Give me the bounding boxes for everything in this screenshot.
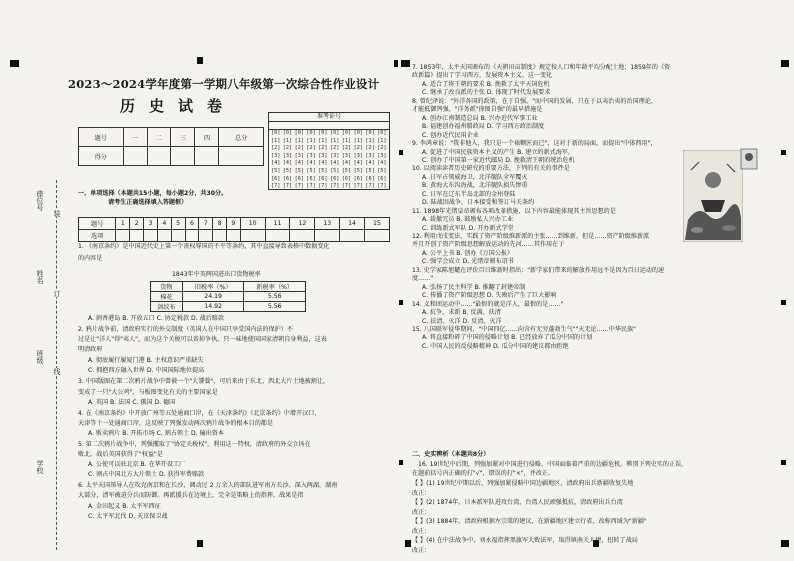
- score-table: [78, 127, 264, 166]
- admission-digit-bubble[interactable]: [0]: [318, 130, 328, 136]
- admission-digit-bubble[interactable]: [7]: [282, 183, 293, 190]
- admission-digit-bubble[interactable]: [2]: [318, 145, 328, 152]
- admission-digit-bubble[interactable]: [4]: [365, 160, 375, 167]
- score-cell[interactable]: [123, 147, 147, 166]
- question-text: 5. 第二次鸦片战争中，列强攫取了"协定关税权"，利用这一特权，清政府的外交立场在: [78, 441, 311, 448]
- score-header: 二: [147, 128, 171, 147]
- admission-digit-bubble[interactable]: [6]: [318, 175, 328, 182]
- correction-line[interactable]: 改正：: [412, 547, 431, 554]
- tariff-cell: 剑纹布: [151, 302, 183, 312]
- question-text: 11. 1898年光绪皇帝颁布各项改革措施，以下内容最能体现其主旨思想的是: [412, 207, 616, 215]
- admission-digit-column[interactable]: [306, 130, 315, 191]
- answer-question-number: 10: [240, 218, 265, 230]
- admission-digit-bubble[interactable]: [6]: [341, 175, 352, 182]
- admission-digit-column[interactable]: [318, 130, 327, 191]
- answer-question-number: 1: [116, 218, 130, 230]
- answer-option[interactable]: B. 福建创办福州船政局 D. 学习西方政治制度: [422, 123, 545, 131]
- tariff-header: 货物: [151, 282, 183, 292]
- section1-header: 一、单项选择（本题共15小题，每小题2分，共30分。: [78, 190, 228, 197]
- tariff-cell: 棉花: [151, 292, 183, 302]
- admission-digit-bubble[interactable]: [3]: [294, 152, 304, 159]
- registration-mark: [399, 150, 403, 155]
- score-header: 题号: [79, 128, 124, 147]
- admission-digit-bubble[interactable]: [1]: [353, 137, 363, 144]
- admission-digit-bubble[interactable]: [0]: [330, 130, 340, 136]
- question-text: 15. 八国联军侵华期间，"中国四亿……向含有无穷蓬勃生气""天无论……中华民族": [412, 325, 636, 333]
- admission-digit-bubble[interactable]: [4]: [282, 160, 293, 167]
- answer-option[interactable]: A. 裁撤冗员 B. 鼓励私人兴办工业: [422, 216, 514, 224]
- question-text: 3. 中国版图在第二次鸦片战争中曾被一个"大饕餮"，可后来由于东北、西北大片土地被割让，: [78, 378, 330, 385]
- admission-digit-column[interactable]: [354, 130, 363, 191]
- question-text: 12. 利用戊戌变法，实践了资产阶级维新派的主张……到维新，但是……资产阶级维新派: [412, 233, 650, 240]
- answer-question-number: 9: [226, 218, 240, 230]
- answer-option[interactable]: C. 创办近代民用企业: [422, 131, 479, 139]
- registration-mark: [781, 460, 786, 465]
- admission-digit-bubble[interactable]: [6]: [282, 175, 293, 182]
- answer-question-number: 12: [290, 218, 315, 230]
- question-text: 14. 义和团运动中……"最恨的就是洋人，最恨的是……": [412, 300, 564, 308]
- registration-mark: [781, 150, 786, 155]
- admission-digit-bubble[interactable]: [0]: [365, 130, 375, 136]
- admission-digit-bubble[interactable]: [2]: [377, 145, 387, 152]
- answer-option[interactable]: C. 创办了中国第一家近代邮局 D. 挽救清王朝的统治危机: [422, 156, 575, 164]
- admission-digit-bubble[interactable]: [4]: [306, 160, 316, 167]
- answer-cell[interactable]: [340, 230, 365, 242]
- admission-digit-bubble[interactable]: [6]: [294, 175, 304, 182]
- admission-digit-bubble[interactable]: [5]: [306, 167, 316, 174]
- admission-digit-bubble[interactable]: [5]: [294, 167, 304, 174]
- section1-note: 请考生正确选择填入答题框）: [108, 199, 188, 206]
- score-header: 总分: [219, 128, 264, 147]
- question-text: 4. 在《南京条约》中开放广州等五处通商口岸，在《天津条约》《北京条约》中增开汉口，: [78, 410, 321, 417]
- answer-question-number: 7: [199, 218, 213, 230]
- registration-mark: [781, 300, 786, 305]
- admission-digit-column[interactable]: [377, 130, 386, 191]
- question-text: 才能抵御列强。"洋务派"徐图自强"的最早措施是: [412, 106, 543, 114]
- admission-bubbles[interactable]: [269, 130, 389, 188]
- admission-digit-bubble[interactable]: [2]: [353, 145, 363, 152]
- registration-mark: [401, 60, 410, 67]
- score-cell[interactable]: [147, 147, 171, 166]
- admission-digit-column[interactable]: [271, 130, 280, 191]
- admission-digit-column[interactable]: [365, 130, 374, 191]
- admission-digit-bubble[interactable]: [1]: [365, 137, 375, 144]
- answer-question-number: 4: [157, 218, 171, 230]
- answer-option[interactable]: A. 贩卖鸦片 B. 开拓市场 C. 割占领土 D. 输出资本: [88, 430, 224, 437]
- admission-digit-bubble[interactable]: [1]: [377, 137, 387, 144]
- answer-option[interactable]: A. 将直接粉碎了中国的侵略计划 B. 已经放弃了瓜分中国的计划: [422, 334, 593, 342]
- school-label: 学校: [36, 460, 44, 474]
- tariff-header: 旧税率（%）: [182, 282, 244, 292]
- question-text: 2. 鸦片战争前，清政府实行的外交制度（英国人在中国只享受国内法的保护）不: [78, 326, 293, 333]
- answer-question-number: 3: [144, 218, 158, 230]
- section2-header: 二、史实辨析（本题共8分）: [412, 451, 490, 458]
- answer-option[interactable]: C. 太平军北伐 D. 天京保卫战: [88, 513, 168, 520]
- answer-option[interactable]: A. 促进了中国民族资本主义的产生 B. 建立的新式海军，: [422, 148, 574, 156]
- question-text: 并且开创了资产阶级思想解放运动的先河……其作用在于: [412, 241, 565, 249]
- answer-cell[interactable]: [240, 230, 265, 242]
- question-text: 6. 太平天国领导人在攻克南京和在长沙，调动过 2 万余人的部队进军南方长沙。深入两湖，湖南: [78, 482, 338, 489]
- binding-char: 订: [53, 290, 61, 297]
- answer-option[interactable]: C. 拥抱西方融入世界 D. 中国国际地位提高: [88, 367, 205, 374]
- score-header: 一: [123, 128, 147, 147]
- answer-question-number: 6: [185, 218, 199, 230]
- judgement-item[interactable]: 【 】(2) 1874年，日本派军队进攻台湾，台湾人民顽强抵抗，清政府出兵台湾: [412, 499, 623, 506]
- answer-cell[interactable]: [364, 230, 389, 242]
- answer-option[interactable]: C. 继承了改良派的主张 D. 体现了时代发展要求: [422, 89, 551, 97]
- section2-intro: 16. 19世纪中后期，列强加紧对中国进行侵略，中国面临着严重的边疆危机。辨别下列史实的正误，: [418, 461, 688, 468]
- answer-option[interactable]: C. 训练新式军队 D. 开办新式学堂: [422, 224, 514, 232]
- admission-digit-bubble[interactable]: [1]: [282, 137, 293, 144]
- answer-question-number: 13: [315, 218, 340, 230]
- admission-digit-bubble[interactable]: [7]: [377, 183, 387, 190]
- question-text: 变成了一只"大公鸡"，与板图变化有关的主要国家是: [78, 389, 218, 396]
- answer-option[interactable]: C. 割占中国北方大片领土 D. 获得军费赔款: [88, 471, 205, 478]
- score-header: 四: [195, 128, 219, 147]
- admission-digit-bubble[interactable]: [5]: [353, 167, 363, 174]
- answer-option[interactable]: A. 公使可以驻北京 B. 在华开设工厂: [88, 461, 186, 468]
- admission-digit-bubble[interactable]: [2]: [341, 145, 352, 152]
- historical-cartoon-image: [683, 150, 743, 242]
- answer-option[interactable]: D. 陆战因战争，日本接受和签订马关条约: [422, 199, 535, 207]
- answer-cell[interactable]: [130, 230, 144, 242]
- admission-digit-bubble[interactable]: [2]: [330, 145, 340, 152]
- answer-cell[interactable]: [185, 230, 199, 242]
- admission-digit-bubble[interactable]: [2]: [294, 145, 304, 152]
- admission-number-box: [268, 112, 390, 190]
- admission-digit-bubble[interactable]: [0]: [353, 130, 363, 136]
- tariff-cell: 5.56: [244, 292, 306, 302]
- admission-digit-bubble[interactable]: [2]: [365, 145, 375, 152]
- admission-digit-bubble[interactable]: [1]: [341, 137, 352, 144]
- answer-option[interactable]: A. 公平上书 B. 创办《万国公报》: [422, 249, 514, 257]
- score-cell[interactable]: [219, 147, 264, 166]
- binding-char: 装: [53, 210, 61, 217]
- score-cell[interactable]: [195, 147, 219, 166]
- admission-digit-bubble[interactable]: [3]: [282, 152, 293, 159]
- question-text: 9. 李鸿章说："我非他入，我只是一个裱糊匠而已"，这对于新的局面，而提出"中体西用"，: [412, 140, 657, 148]
- admission-digit-bubble[interactable]: [3]: [365, 152, 375, 159]
- admission-digit-bubble[interactable]: [4]: [353, 160, 363, 167]
- answer-option[interactable]: A. 日军占领威海卫，北洋舰队全军覆灭: [422, 173, 528, 181]
- score-row-label: 得分: [79, 147, 124, 166]
- judgement-item[interactable]: 【 】(4) 在中法战争中，刘永福指挥黑旗军大败法军，取得镇南关大捷，扭转了战局: [412, 537, 638, 544]
- admission-digit-bubble[interactable]: [5]: [282, 167, 293, 174]
- tariff-cell: 24.19: [182, 292, 244, 302]
- admission-digit-bubble[interactable]: [3]: [306, 152, 316, 159]
- tariff-table-title: 1843年中英两国进出口货物税率: [172, 271, 261, 278]
- answer-option[interactable]: C. 日军在辽东半岛北部的金州登陆: [422, 190, 516, 198]
- admission-digit-bubble[interactable]: [0]: [377, 130, 387, 136]
- registration-mark: [781, 60, 789, 67]
- admission-digit-bubble[interactable]: [5]: [341, 167, 352, 174]
- cartoon-seal-image: [740, 148, 758, 170]
- tariff-table: [150, 281, 306, 312]
- answer-option[interactable]: A. 适合了将王朝的要求 B. 挽救了太平天国危机: [422, 80, 550, 88]
- admission-label: 准考证号: [269, 113, 389, 122]
- admission-digit-bubble[interactable]: [6]: [330, 175, 340, 182]
- admission-digit-bubble[interactable]: [2]: [306, 145, 316, 152]
- seat-label: 座位号: [36, 190, 44, 211]
- answer-option[interactable]: A. 弘扬了民主科学 B. 推翻了封建帝制: [422, 283, 526, 291]
- admission-digit-bubble[interactable]: [6]: [353, 175, 363, 182]
- admission-digit-bubble[interactable]: [1]: [330, 137, 340, 144]
- admission-digit-bubble[interactable]: [7]: [341, 183, 352, 190]
- admission-digit-bubble[interactable]: [3]: [353, 152, 363, 159]
- score-cell[interactable]: [171, 147, 195, 166]
- class-label: 班级: [36, 350, 44, 364]
- question-text: 败北，战后英国获得了"权益"是: [78, 451, 163, 458]
- answer-cell[interactable]: [315, 230, 340, 242]
- question-text: 大部分，清军被迫分兵而防御。再派援兵在边境上，完全是策略上的指挥，战果是指: [78, 492, 304, 499]
- registration-mark: [197, 540, 203, 547]
- question-text: 政新篇》提出了学习西方，发展资本主义。这一变化: [412, 72, 553, 80]
- answer-option[interactable]: A. 英国 B. 法国 C. 俄国 D. 德国: [88, 399, 176, 406]
- answer-question-number: 14: [340, 218, 365, 230]
- registration-mark: [399, 300, 403, 305]
- admission-digit-bubble[interactable]: [7]: [294, 183, 304, 190]
- admission-digit-bubble[interactable]: [5]: [365, 167, 375, 174]
- registration-mark: [781, 540, 789, 547]
- admission-digit-bubble[interactable]: [1]: [318, 137, 328, 144]
- name-label: 姓名: [36, 270, 44, 284]
- answer-table: [78, 217, 390, 242]
- answer-question-number: 2: [130, 218, 144, 230]
- binding-char: 线: [53, 368, 61, 375]
- admission-digit-bubble[interactable]: [0]: [282, 130, 293, 136]
- registration-mark: [197, 57, 203, 64]
- admission-digit-bubble[interactable]: [0]: [294, 130, 304, 136]
- answer-option[interactable]: C. 传播了资产阶级思想 D. 失败后产生了巨大影响: [422, 292, 557, 300]
- admission-digit-column[interactable]: [295, 130, 304, 191]
- question-text: 过是让"洋人"得"夷人"，而为这个关税可以省掉争执，只一味地使国国家清朝自身利益，这表: [78, 336, 327, 343]
- correction-line[interactable]: 改正：: [412, 528, 431, 535]
- answer-cell[interactable]: [226, 230, 240, 242]
- answer-cell[interactable]: [199, 230, 213, 242]
- admission-digit-bubble[interactable]: [3]: [341, 152, 352, 159]
- exam-subject: 历史试卷: [120, 97, 237, 115]
- admission-digit-bubble[interactable]: [5]: [330, 167, 340, 174]
- admission-digit-bubble[interactable]: [6]: [365, 175, 375, 182]
- answer-option[interactable]: A. 创办江南制造总局 B. 兴办近代军事工业: [422, 114, 538, 122]
- admission-digit-column[interactable]: [283, 130, 292, 191]
- answer-option[interactable]: B. 黄海大东沟海战，北洋舰队损失惨重: [422, 182, 528, 190]
- exam-title: 2023～2024学年度第一学期八年级第一次综合性作业设计: [68, 77, 380, 91]
- answer-question-number: 5: [171, 218, 185, 230]
- correction-line[interactable]: 改正：: [412, 509, 431, 516]
- admission-digit-bubble[interactable]: [3]: [377, 152, 387, 159]
- question-text: 10. 以阅读读者历史研究的重要方法，下列的有关的事件是: [412, 165, 570, 173]
- admission-digit-bubble[interactable]: [5]: [318, 167, 328, 174]
- admission-digit-bubble[interactable]: [0]: [341, 130, 352, 136]
- answer-question-number: 15: [364, 218, 389, 230]
- answer-option[interactable]: A. 割香港岛 B. 开放五口 C. 协定税款 D. 战后赔款: [88, 315, 224, 322]
- question-text: 8. 曾纪泽说："外洋各国的政策，在于自强。"而中国的发展，只在于以夷治夷的治国理论，: [412, 97, 657, 105]
- section2-intro: 在题前括号内正确的打"√"，错误的打"×"，并改正。: [412, 470, 555, 477]
- correction-line[interactable]: 改正：: [412, 490, 431, 497]
- admission-digit-bubble[interactable]: [7]: [365, 183, 375, 190]
- admission-digit-bubble[interactable]: [6]: [271, 175, 281, 182]
- admission-digit-bubble[interactable]: [7]: [353, 183, 363, 190]
- admission-digit-bubble[interactable]: [6]: [377, 175, 387, 182]
- registration-mark: [405, 540, 411, 547]
- answer-option[interactable]: C. 扶清、灭洋 D. 反清、灭洋: [422, 317, 502, 325]
- question-text: 度……": [412, 275, 434, 283]
- question-text: 1. 《南京条约》是中国近代史上第一个丧权辱国的不平等条约，其中直接导致表格中数据变化: [78, 243, 330, 250]
- answer-question-number: 8: [213, 218, 227, 230]
- answer-option[interactable]: A. 彻底履行履厦门港 B. 主权意识严重缺失: [88, 357, 204, 364]
- answer-header-label: 题号: [79, 218, 116, 230]
- answer-option[interactable]: A. 金田起义 B. 太平军西征: [88, 503, 161, 510]
- binding-line: [56, 180, 57, 550]
- answer-question-number: 11: [265, 218, 290, 230]
- admission-digit-bubble[interactable]: [7]: [306, 183, 316, 190]
- answer-cell[interactable]: [213, 230, 227, 242]
- question-text: 13. 史学家陈旭麓在评价百日维新时指出："新学家们带来的解放作用远不是因为百日运动的速: [412, 266, 665, 274]
- question-text: 的内容是: [78, 255, 103, 262]
- admission-digit-column[interactable]: [330, 130, 339, 191]
- answer-cell[interactable]: [116, 230, 130, 242]
- admission-digit-bubble[interactable]: [4]: [271, 160, 281, 167]
- registration-mark: [10, 60, 19, 67]
- admission-digit-bubble[interactable]: [3]: [330, 152, 340, 159]
- answer-option[interactable]: A. 抗争、求新 B. 反满、扶清: [422, 309, 501, 317]
- admission-digit-bubble[interactable]: [7]: [318, 183, 328, 190]
- admission-digit-bubble[interactable]: [4]: [330, 160, 340, 167]
- question-text: 天津等十一处通商口岸，这反映了列强发动两次鸦片战争的根本目的都是: [78, 420, 273, 427]
- admission-digit-bubble[interactable]: [2]: [282, 145, 293, 152]
- admission-digit-bubble[interactable]: [5]: [271, 167, 281, 174]
- admission-digit-bubble[interactable]: [1]: [294, 137, 304, 144]
- admission-digit-bubble[interactable]: [0]: [306, 130, 316, 136]
- admission-digit-bubble[interactable]: [1]: [271, 137, 281, 144]
- score-header: 三: [171, 128, 195, 147]
- admission-digit-bubble[interactable]: [4]: [341, 160, 352, 167]
- question-text: 明清政府: [78, 346, 103, 353]
- admission-digit-bubble[interactable]: [5]: [377, 167, 387, 174]
- admission-digit-bubble[interactable]: [4]: [294, 160, 304, 167]
- registration-mark: [399, 460, 403, 465]
- tariff-cell: 5.56: [244, 302, 306, 312]
- admission-digit-bubble[interactable]: [7]: [330, 183, 340, 190]
- admission-digit-bubble[interactable]: [3]: [271, 152, 281, 159]
- admission-digit-bubble[interactable]: [2]: [271, 145, 281, 152]
- admission-digit-bubble[interactable]: [3]: [318, 152, 328, 159]
- tariff-cell: 14.92: [182, 302, 244, 312]
- registration-mark: [394, 60, 398, 67]
- judgement-item[interactable]: 【 】(1) 19世纪中期以后，列强加紧侵略中国边疆地区，清政府出兵新疆收复失地: [412, 480, 634, 487]
- answer-cell[interactable]: [290, 230, 315, 242]
- answer-cell[interactable]: [157, 230, 171, 242]
- admission-digit-bubble[interactable]: [6]: [306, 175, 316, 182]
- answer-row-label: 选项: [79, 230, 116, 242]
- answer-cell[interactable]: [265, 230, 290, 242]
- admission-digit-bubble[interactable]: [4]: [377, 160, 387, 167]
- admission-digit-column[interactable]: [342, 130, 351, 191]
- admission-digit-bubble[interactable]: [7]: [271, 183, 281, 190]
- answer-cell[interactable]: [171, 230, 185, 242]
- admission-digit-bubble[interactable]: [4]: [318, 160, 328, 167]
- answer-option[interactable]: C. 强学会成立 D. 光绪帝颁布诏书: [422, 258, 514, 266]
- question-text: 7. 1853年，太平天国颁布的《天朝田亩制度》规定按人口和年龄平均分配土地；1859年的《资: [412, 64, 671, 71]
- tariff-header: 新税率（%）: [244, 282, 306, 292]
- answer-cell[interactable]: [144, 230, 158, 242]
- admission-digit-bubble[interactable]: [0]: [271, 130, 281, 136]
- judgement-item[interactable]: 【 】(3) 1884年，清政府根据左宗棠的建议，在新疆地区建立行省，改称西域为"新疆": [412, 518, 647, 525]
- admission-digit-bubble[interactable]: [1]: [306, 137, 316, 144]
- answer-option[interactable]: C. 中国人民的反侵略精神 D. 瓜分中国的建议都由拒绝: [422, 342, 569, 350]
